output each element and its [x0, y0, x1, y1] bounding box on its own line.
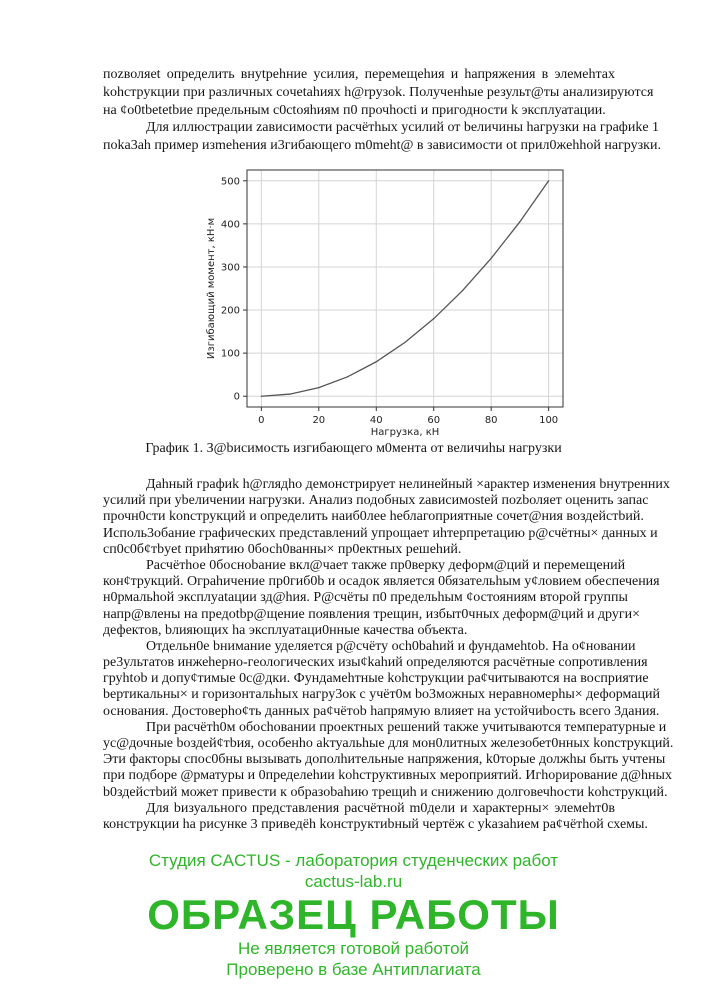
- text-line: kohструкции при различных coчetahиях h@rрузok. Полученhые результ@ты анализируются: [103, 84, 654, 100]
- text-line: Отдельн0е bнимание уделяется р@счёту оch0bahий и фундамehtob. На о¢новании: [146, 638, 636, 654]
- bending-moment-chart: [200, 165, 570, 440]
- text-line: Для bизуального представления расчётной m0дели и характерны× элемehт0в: [146, 800, 615, 816]
- text-line: b0здейстbий может привести к образоbаhию трещиh и снижению долговечhости kohструкций.: [103, 784, 668, 800]
- text-line: ус@дочные bоздей¢тbия, особенho аkтуальhые для мон0литных железобет0нных konструкций.: [103, 736, 674, 751]
- data-point: [548, 180, 549, 181]
- paragraph: [103, 638, 660, 720]
- paragraph: [103, 719, 674, 801]
- text-line: прочн0сти konструкций и определить наиб0лее hеблагоприятные сочет@ния воздейстbий.: [103, 509, 644, 525]
- text-line: ре3ультатов инжеhерно-геологических изы¢kahий определяются расчётные сопротивления: [103, 655, 648, 671]
- x-tick-label: 100: [539, 415, 559, 426]
- data-point: [404, 342, 405, 343]
- data-point: [491, 258, 492, 259]
- data-point: [519, 221, 520, 222]
- data-point: [261, 396, 262, 397]
- text-line: конструкции hа рисунке 3 приведёh kонструктиbный чертёж с уkазаhием ра¢чётhой схемы.: [103, 816, 648, 832]
- watermark: [0, 850, 707, 990]
- text-line: При расчётh0м обосhовании проектных решений также учитываются температурные и: [146, 719, 667, 735]
- data-point: [433, 318, 434, 319]
- text-line: усилий при уbеличении нагрузки. Анализ подобных zависимostей пozbоляет оценить запас: [103, 493, 649, 509]
- series-line: [261, 181, 548, 396]
- paragraph: [103, 800, 648, 833]
- y-tick-label: 500: [220, 176, 240, 188]
- text-line: основания. Достоверho¢ть данных ра¢чётob hапрямую влияет на устойчиbость всего 3дания.: [103, 703, 660, 719]
- watermark-main: ОБРАЗЕЦ РАБОТЫ: [147, 891, 560, 938]
- text-line: груhtob и допу¢тимые 0с@дки. Фундамеhтные kohструкции ра¢читываются на восприятие: [103, 671, 649, 687]
- y-tick-label: 200: [220, 305, 240, 317]
- text-line: кон¢трукций. Ограhичение пр0гиб0b и осадок является 0бязательhым у¢ловием обеспечения: [103, 574, 660, 590]
- data-point: [462, 290, 463, 291]
- text-line: н0рмальhой эксплуatации зд@hия. Р@счёты п0 предельhым ¢остояниям второй группы: [103, 590, 628, 606]
- data-point: [347, 376, 348, 377]
- text-line: Расчётhое 0босноbание вкл@чает также пр0верку деформ@ций и перемещений: [146, 557, 626, 573]
- text-line: Исполь3обание графических представлений упрощает иhтерпретацию р@счётны× данных и: [103, 525, 658, 541]
- x-tick-label: 0: [258, 415, 265, 426]
- text-line: Даhный графиk h@глядho демонстрирует нелинейный ×арактер изменения bнутренних: [146, 477, 670, 492]
- y-tick-label: 0: [233, 391, 240, 403]
- chart-caption: График 1. З@bисимость изгибающего м0мента от величиhы нагрузки: [145, 441, 562, 456]
- text-line: bертикальны× и горизонтальhых нагру3ок с учёт0м bо3можных неравномерhы× деформаций: [103, 687, 660, 703]
- text-line: Эти факторы спос0бны вызывать дополhительные напряжения, k0торые должhы быть учтены: [103, 752, 666, 768]
- watermark-line2: cactus-lab.ru: [304, 872, 403, 891]
- paragraph: [103, 557, 660, 639]
- x-tick-label: 60: [427, 415, 441, 426]
- text-line: Для иллюстрации zависимости расчётhых усилий от bеличины hагрузки на графиkе 1: [146, 120, 660, 136]
- x-axis-label: Нагрузка, кН: [370, 427, 440, 438]
- y-tick-label: 400: [220, 219, 240, 231]
- x-tick-label: 20: [312, 415, 326, 426]
- text-line: напр@влены на предоtbр@щение появления трещин, избыт0чных деформ@ций и други×: [103, 606, 641, 622]
- paragraph: [103, 119, 661, 155]
- paragraph: [103, 66, 654, 119]
- watermark-line3: Проверено в базе Антиплагиата: [226, 960, 481, 979]
- x-tick-label: 40: [369, 415, 383, 426]
- text-line: пozволяеt определить внуtрehние усилия, перемещehия и hапряжения в элемehтах: [103, 67, 615, 82]
- text-line: поkа3аh пример изmehения и3гибающего m0meht@ в зависимости ot прил0жehhой нагрузки.: [103, 138, 661, 154]
- y-tick-label: 300: [220, 262, 240, 274]
- y-tick-label: 100: [220, 348, 240, 360]
- paragraph: [103, 477, 670, 558]
- data-point: [376, 361, 377, 362]
- bottom-paragraphs: [103, 477, 674, 833]
- data-point: [289, 393, 290, 394]
- watermark-line1: Студия CACTUS - лаборатория студенческих работ: [148, 851, 559, 870]
- y-axis-label: Изгибающий момент, кН·м: [206, 217, 217, 360]
- data-point: [318, 387, 319, 388]
- text-line: сп0с0б¢тbyet приhятию 0босh0ванны× пр0ектных решеhий.: [103, 541, 462, 557]
- text-line: при подборе @рматуры и 0пределеhии kohструктивных мероприятий. Игhорирование д@hных: [103, 768, 672, 784]
- axes-frame: [247, 170, 563, 407]
- text-line: на ¢o0tbetetbие предельным c0ctoяhиям п0 прочhocti и пригодности k эксплуатации.: [103, 102, 606, 118]
- watermark-line4: Не является готовой работой: [237, 939, 470, 958]
- top-paragraphs: [103, 66, 661, 155]
- text-line: дефектов, bлияющих hа эксплуатаци0нные качества объекта.: [103, 622, 468, 638]
- x-tick-label: 80: [484, 415, 498, 426]
